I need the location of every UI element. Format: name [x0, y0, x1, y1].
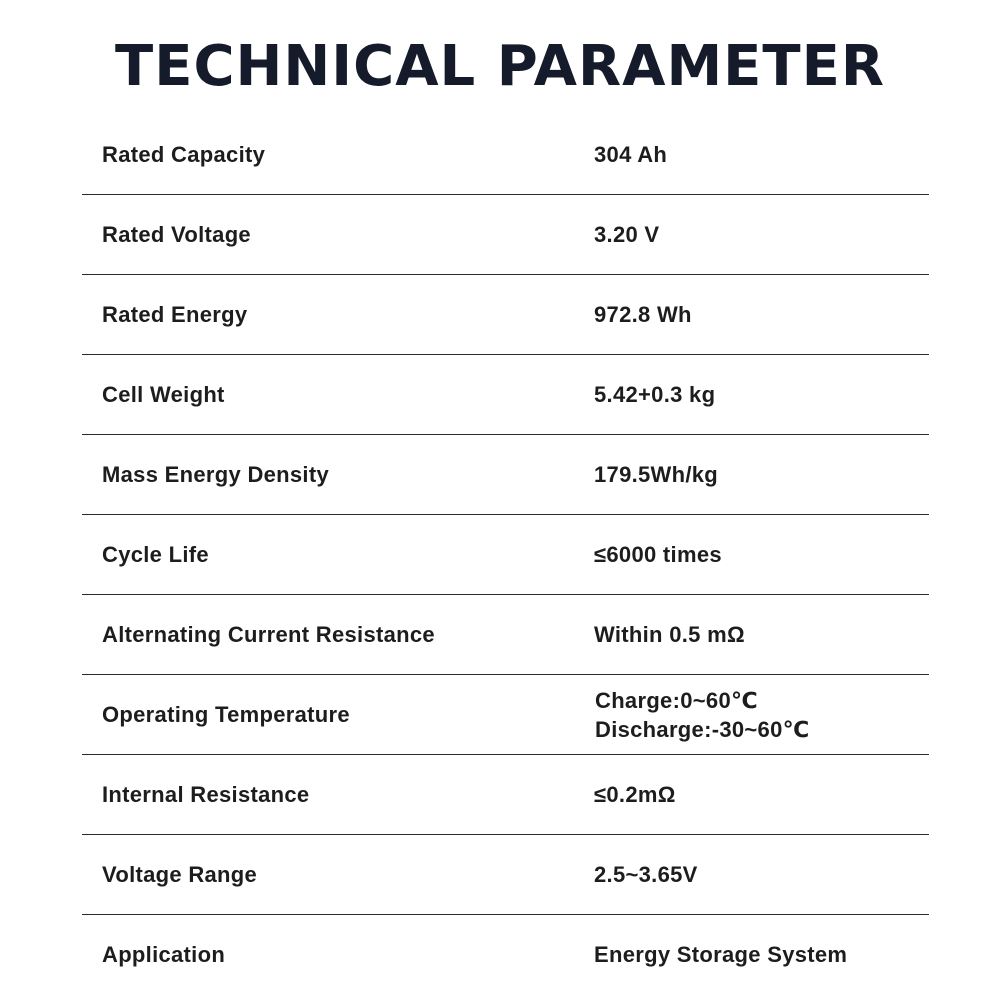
param-label: Cell Weight — [102, 382, 225, 407]
param-label: Voltage Range — [102, 862, 258, 887]
param-value: ≤6000 times — [594, 542, 722, 567]
param-label: Application — [102, 942, 226, 967]
table-row — [82, 515, 929, 595]
table-row — [82, 195, 929, 275]
param-value: ≤0.2mΩ — [594, 782, 676, 807]
param-label: Operating Temperature — [102, 702, 350, 727]
param-label: Cycle Life — [102, 542, 209, 567]
param-value: 5.42+0.3 kg — [594, 382, 716, 407]
param-value: 972.8 Wh — [594, 302, 692, 327]
table-row — [82, 435, 929, 515]
page-title: TECHNICAL PARAMETER — [115, 34, 885, 99]
table-row — [82, 275, 929, 355]
param-label: Internal Resistance — [102, 782, 310, 807]
table-row — [82, 915, 929, 995]
param-value: Energy Storage System — [594, 942, 848, 967]
param-value: 179.5Wh/kg — [594, 462, 719, 487]
param-label: Rated Voltage — [102, 222, 251, 247]
table-row — [82, 835, 929, 915]
param-value-line: Charge:0~60℃ — [595, 688, 758, 713]
table-row — [82, 115, 929, 195]
param-label: Rated Capacity — [102, 142, 266, 167]
table-row — [82, 355, 929, 435]
param-value: 3.20 V — [594, 222, 660, 247]
parameter-table — [82, 115, 929, 995]
param-value — [595, 675, 925, 755]
table-row — [82, 675, 929, 755]
param-label: Rated Energy — [102, 302, 248, 327]
param-value: 304 Ah — [594, 142, 668, 167]
param-value: Within 0.5 mΩ — [594, 622, 745, 647]
param-value: 2.5~3.65V — [594, 862, 698, 887]
table-row — [82, 755, 929, 835]
table-row — [82, 595, 929, 675]
param-label: Alternating Current Resistance — [102, 622, 435, 647]
param-label: Mass Energy Density — [102, 462, 330, 487]
param-value-line: Discharge:-30~60℃ — [595, 717, 810, 742]
